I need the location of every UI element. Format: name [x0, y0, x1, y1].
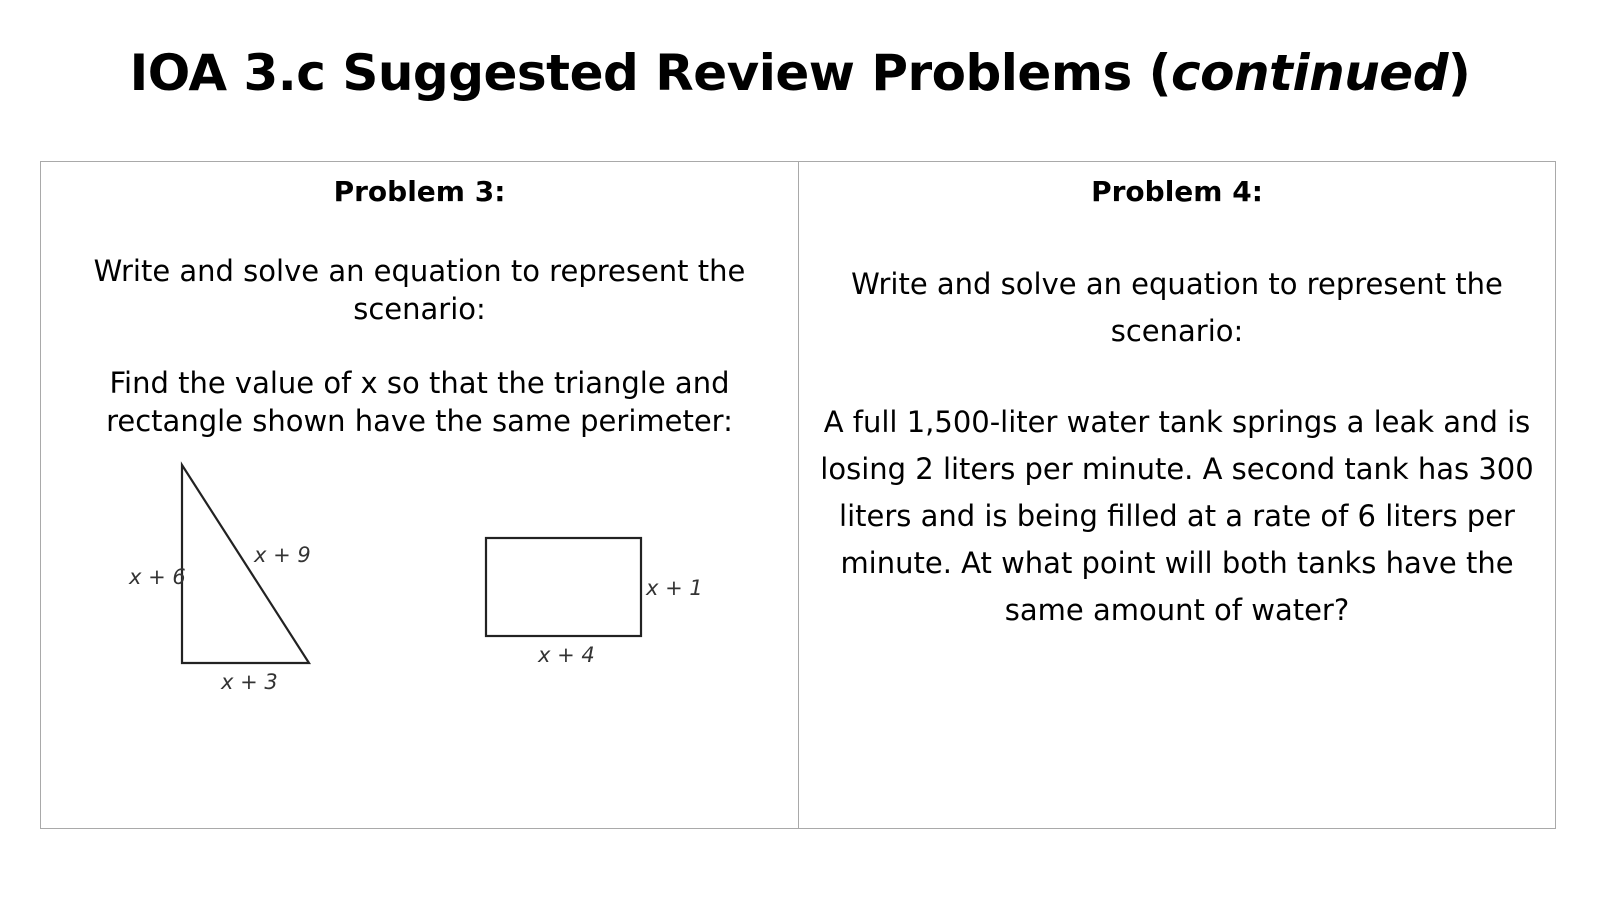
problem-3-task: Find the value of x so that the triangle and rectangle shown have the same perimeter: [106, 366, 733, 438]
problem-4-prompt: Write and solve an equation to represent the scenario: [851, 267, 1503, 348]
problem-3-figures [41, 162, 798, 830]
problem-3-prompt: Write and solve an equation to represent the scenario: [93, 254, 746, 326]
triangle-hypotenuse-label: x + 9 [254, 543, 311, 567]
problem-4-heading: Problem 4: [1091, 175, 1263, 208]
page-title-close: ) [1448, 44, 1471, 102]
problem-3-heading: Problem 3: [333, 175, 506, 208]
rectangle-height-label: x + 1 [646, 576, 703, 600]
problem-4-scenario: A full 1,500-liter water tank springs a leak and is losing 2 liters per minute. A second tank has 300 liters and is being filled at a rate of 6 liters per minute. At what point will both tanks have the same amount of water? [820, 405, 1534, 627]
triangle-left-side-label: x + 6 [129, 565, 186, 589]
problem-3-cell [41, 162, 798, 828]
page-title [0, 38, 1600, 108]
rectangle-shape [486, 538, 641, 636]
page-title-italic: continued [1170, 44, 1448, 102]
problem-4-cell [799, 162, 1555, 828]
page-title-main: IOA 3.c Suggested Review Problems ( [129, 44, 1171, 102]
rectangle-width-label: x + 4 [538, 643, 595, 667]
problems-table [40, 161, 1556, 829]
triangle-base-label: x + 3 [221, 670, 278, 694]
